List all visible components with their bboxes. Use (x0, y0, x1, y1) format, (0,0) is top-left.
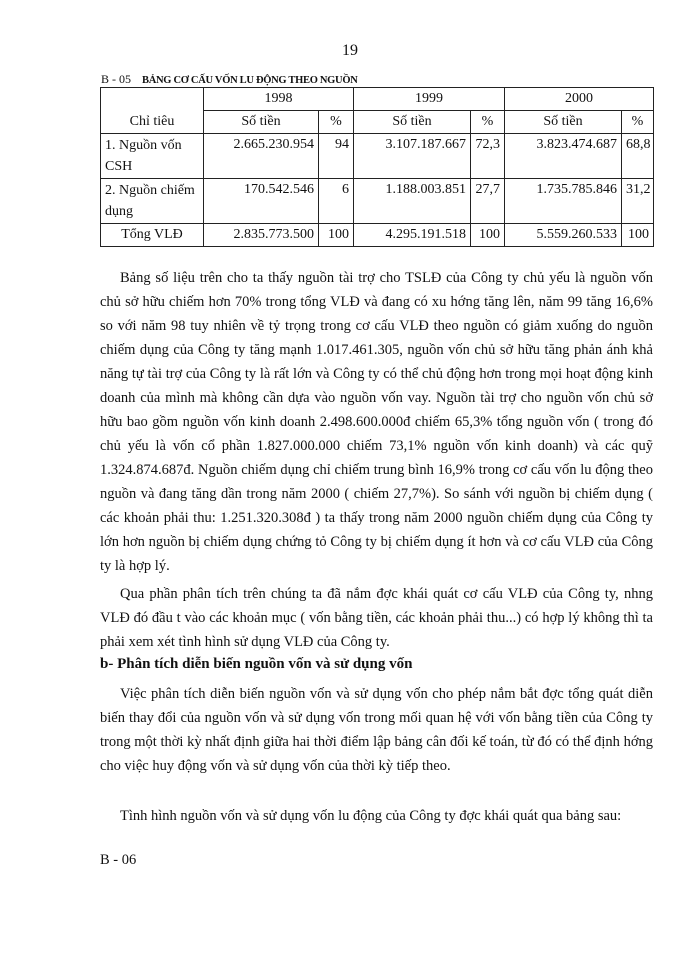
page-number: 19 (342, 42, 358, 59)
header-amount: Số tiền (505, 111, 622, 134)
row-label: 2. Nguồn chiếm dụng (101, 179, 204, 224)
table-header-years (101, 88, 654, 111)
cell-amount: 3.107.187.667 (354, 134, 471, 179)
table-row (101, 179, 654, 224)
table-title: BẢNG CƠ CẤU VỐN LU ĐỘNG THEO NGUỒN (142, 75, 358, 86)
header-year: 1998 (204, 88, 354, 111)
row-label: 1. Nguồn vốn CSH (101, 134, 204, 179)
header-percent: % (622, 111, 654, 134)
cell-amount: 1.188.003.851 (354, 179, 471, 224)
cell-percent: 31,2 (622, 179, 654, 224)
cell-amount: 3.823.474.687 (505, 134, 622, 179)
header-indicator: Chỉ tiêu (101, 88, 204, 134)
header-percent: % (471, 111, 505, 134)
analysis-paragraph: Việc phân tích diễn biến nguồn vốn và sử dụng vốn cho phép nắm bắt đợc tổng quát diễn biến thay đổi của nguồn vốn và sử dụng vốn trong mối quan hệ với vốn bằng tiền của Công ty trong một thời kỳ nhất định giữa hai thời điểm lập bảng cân đối kế toán, từ đó có thể định hớng cho việc huy động vốn và sử dụng vốn của thời kỳ tiếp theo. (100, 686, 653, 774)
next-table-code: B - 06 (100, 852, 137, 868)
header-percent: % (319, 111, 354, 134)
cell-percent: 72,3 (471, 134, 505, 179)
cell-percent: 100 (319, 224, 354, 247)
table-caption (101, 72, 357, 87)
analysis-paragraph: Qua phần phân tích trên chúng ta đã nắm đợc khái quát cơ cấu VLĐ của Công ty, nhng VLĐ đó đầu t vào các khoản mục ( vốn bằng tiền, các khoản phải thu...) có hợp lý không thì ta phải xem xét tình hình sử dụng VLĐ của Công ty. (100, 586, 653, 650)
table-code: B - 05 (101, 72, 131, 86)
cell-percent: 100 (471, 224, 505, 247)
cell-percent: 100 (622, 224, 654, 247)
cell-amount: 170.542.546 (204, 179, 319, 224)
cell-amount: 2.835.773.500 (204, 224, 319, 247)
cell-percent: 27,7 (471, 179, 505, 224)
cell-percent: 6 (319, 179, 354, 224)
header-amount: Số tiền (204, 111, 319, 134)
header-amount: Số tiền (354, 111, 471, 134)
capital-structure-table (100, 87, 654, 247)
row-label: Tổng VLĐ (101, 224, 204, 247)
analysis-paragraph: Bảng số liệu trên cho ta thấy nguồn tài trợ cho TSLĐ của Công ty chủ yếu là nguồn vốn chủ sở hữu chiếm hơn 70% trong tổng VLĐ và đang có xu hớng tăng lên, năm 99 tăng 16,6% so với năm 98 tuy nhiên về tỷ trọng trong cơ cấu VLĐ theo nguồn có giảm xuống do nguồn chiếm dụng của Công ty tăng mạnh 1.017.461.305, nguồn vốn chủ sở hữu tăng phản ánh khả năng tự tài trợ của Công ty là rất lớn và Công ty có thể chủ động hơn trong mọi hoạt động kinh doanh của mình mà không cần dựa vào nguồn vốn vay. Nguồn tài trợ cho nguồn vốn chủ sở hữu bao gồm nguồn vốn kinh doanh 2.498.600.000đ chiếm 65,3% tổng nguồn vốn ( trong đó chủ yếu là vốn cổ phần 1.827.000.000 chiếm 73,1% nguồn vốn kinh doanh) và các quỹ 1.324.874.687đ. Nguồn chiếm dụng chỉ chiếm trung bình 16,9% trong cơ cấu vốn lu động theo nguồn và đang tăng dần trong năm 2000 ( chiếm 27,7%). So sánh với nguồn bị chiếm dụng ( các khoản phải thu: 1.251.320.308đ ) ta thấy trong năm 2000 nguồn chiếm dụng của Công ty lớn hơn nguồn bị chiếm dụng chứng tỏ Công ty bị chiếm dụng ít hơn và cơ cấu VLĐ của Công ty là hợp lý. (100, 270, 653, 574)
cell-amount: 1.735.785.846 (505, 179, 622, 224)
cell-percent: 94 (319, 134, 354, 179)
cell-amount: 5.559.260.533 (505, 224, 622, 247)
table-row (101, 134, 654, 179)
cell-amount: 2.665.230.954 (204, 134, 319, 179)
cell-percent: 68,8 (622, 134, 654, 179)
analysis-paragraph: Tình hình nguồn vốn và sử dụng vốn lu động của Công ty đợc khái quát qua bảng sau: (120, 808, 622, 824)
table-row-total (101, 224, 654, 247)
cell-amount: 4.295.191.518 (354, 224, 471, 247)
section-heading: b- Phân tích diễn biến nguồn vốn và sử dụng vốn (100, 656, 413, 672)
header-year: 1999 (354, 88, 505, 111)
header-year: 2000 (505, 88, 654, 111)
